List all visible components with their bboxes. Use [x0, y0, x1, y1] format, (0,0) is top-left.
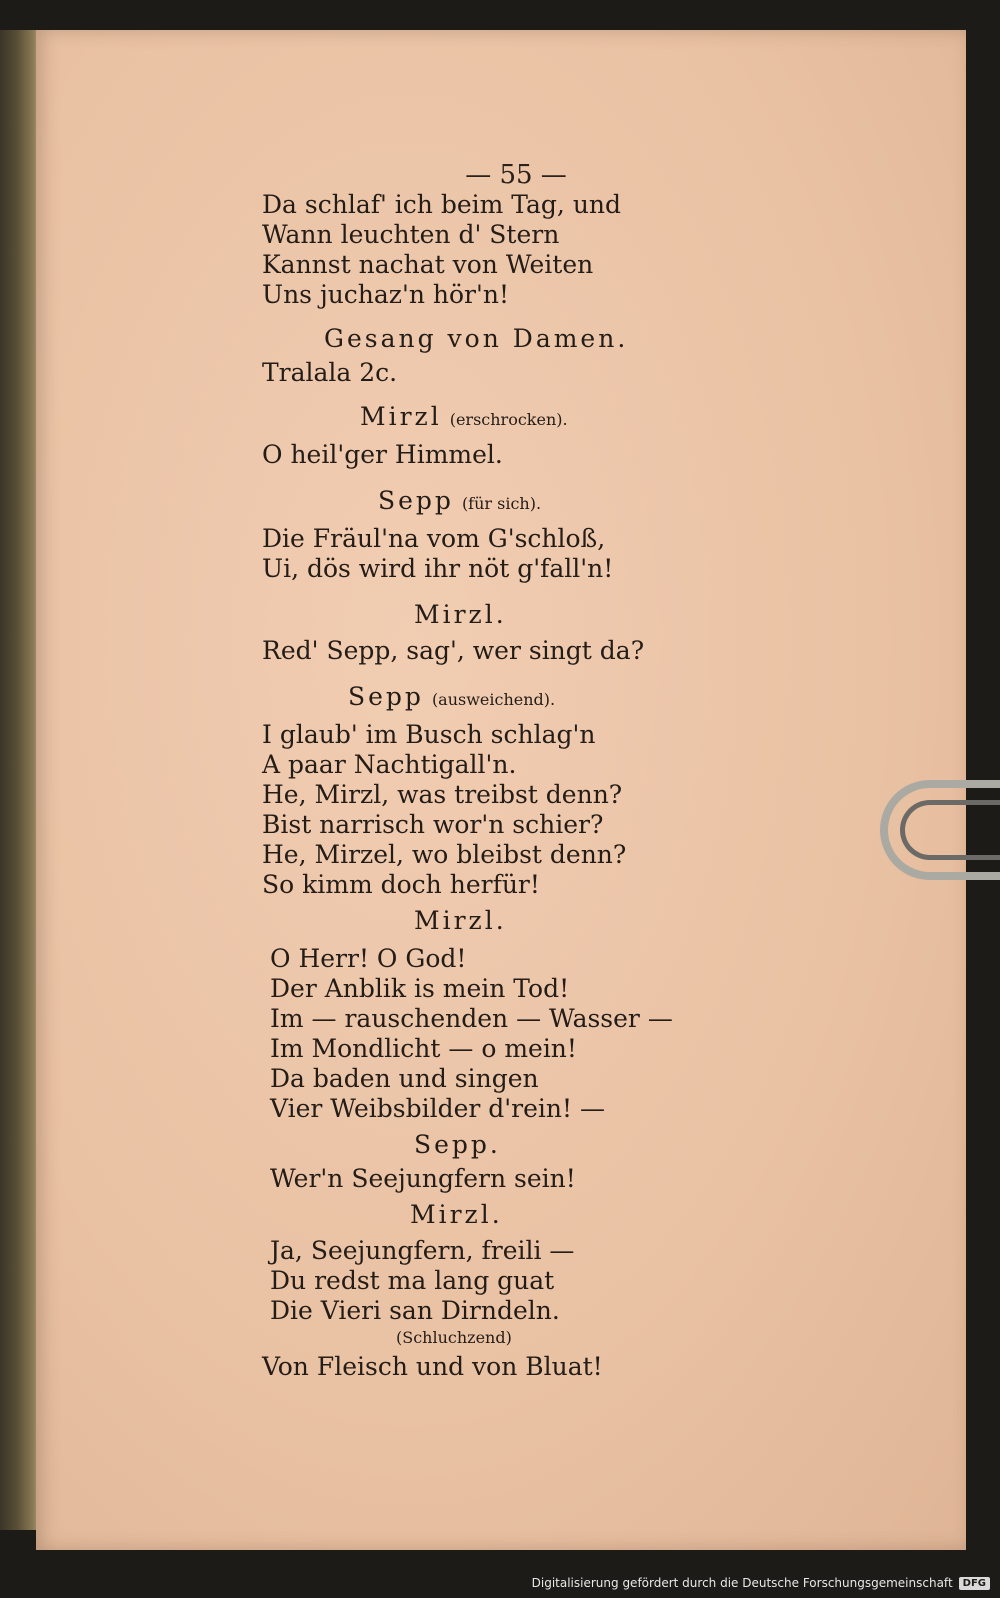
digitization-footer — [532, 1572, 990, 1594]
speaker-name: Sepp. — [414, 1130, 501, 1159]
verse-line: Da baden und singen — [270, 1064, 539, 1093]
verse-line: Ui, dös wird ihr nöt g'fall'n! — [262, 554, 614, 583]
stage-direction: (ausweichend). — [431, 690, 556, 709]
verse-line: He, Mirzl, was treibst denn? — [262, 780, 623, 809]
verse-line: O heil'ger Himmel. — [262, 440, 503, 469]
verse-line: Im Mondlicht — o mein! — [270, 1034, 577, 1063]
verse-line: O Herr! O God! — [270, 944, 467, 973]
stage-direction: (erschrocken). — [449, 410, 568, 429]
stage-direction: (Schluchzend) — [396, 1328, 512, 1347]
verse-line: Ja, Seejungfern, freili — — [270, 1236, 575, 1265]
speaker-heading — [348, 682, 555, 715]
verse-line: Vier Weibsbilder d'rein! — — [270, 1094, 605, 1123]
speaker-heading — [414, 1130, 501, 1160]
verse-line: Die Vieri san Dirndeln. — [270, 1296, 560, 1325]
speaker-heading — [360, 402, 568, 435]
verse-line: Kannst nachat von Weiten — [262, 250, 594, 279]
speaker-name: Sepp — [378, 486, 454, 515]
speaker-name: Mirzl — [360, 402, 442, 431]
verse-line: Red' Sepp, sag', wer singt da? — [262, 636, 645, 665]
verse-line: Wer'n Seejungfern sein! — [270, 1164, 576, 1193]
speaker-name: Gesang von Damen. — [324, 324, 629, 353]
verse-line: Bist narrisch wor'n schier? — [262, 810, 604, 839]
verse-line: Im — rauschenden — Wasser — — [270, 1004, 673, 1033]
verse-line: A paar Nachtigall'n. — [262, 750, 517, 779]
speaker-name: Sepp — [348, 682, 424, 711]
speaker-heading — [410, 1200, 503, 1230]
verse-line: So kimm doch herfür! — [262, 870, 540, 899]
verse-line: Tralala 2c. — [262, 358, 398, 387]
verse-line: Uns juchaz'n hör'n! — [262, 280, 510, 309]
speaker-name: Mirzl. — [414, 906, 507, 935]
verse-line: He, Mirzel, wo bleibst denn? — [262, 840, 627, 869]
speaker-name: Mirzl. — [414, 600, 507, 629]
dfg-logo-icon: DFG — [959, 1577, 990, 1590]
verse-line: Du redst ma lang guat — [270, 1266, 555, 1295]
speaker-heading — [378, 486, 541, 519]
footer-credit: Digitalisierung gefördert durch die Deutsche Forschungsgemeinschaft — [531, 1576, 953, 1590]
verse-line: Von Fleisch und von Bluat! — [262, 1352, 603, 1381]
verse-line: Der Anblik is mein Tod! — [270, 974, 570, 1003]
verse-line: Da schlaf' ich beim Tag, und — [262, 190, 622, 219]
verse-line: Die Fräul'na vom G'schloß, — [262, 524, 606, 553]
speaker-heading — [324, 324, 628, 354]
paper-clip-inner-loop — [900, 800, 1000, 860]
verse-line: Wann leuchten d' Stern — [262, 220, 560, 249]
verse-line: I glaub' im Busch schlag'n — [262, 720, 596, 749]
speaker-heading — [414, 600, 507, 630]
speaker-name: Mirzl. — [410, 1200, 503, 1229]
page-number: — 55 — — [465, 160, 567, 190]
speaker-heading — [414, 906, 507, 936]
stage-direction: (für sich). — [461, 494, 542, 513]
